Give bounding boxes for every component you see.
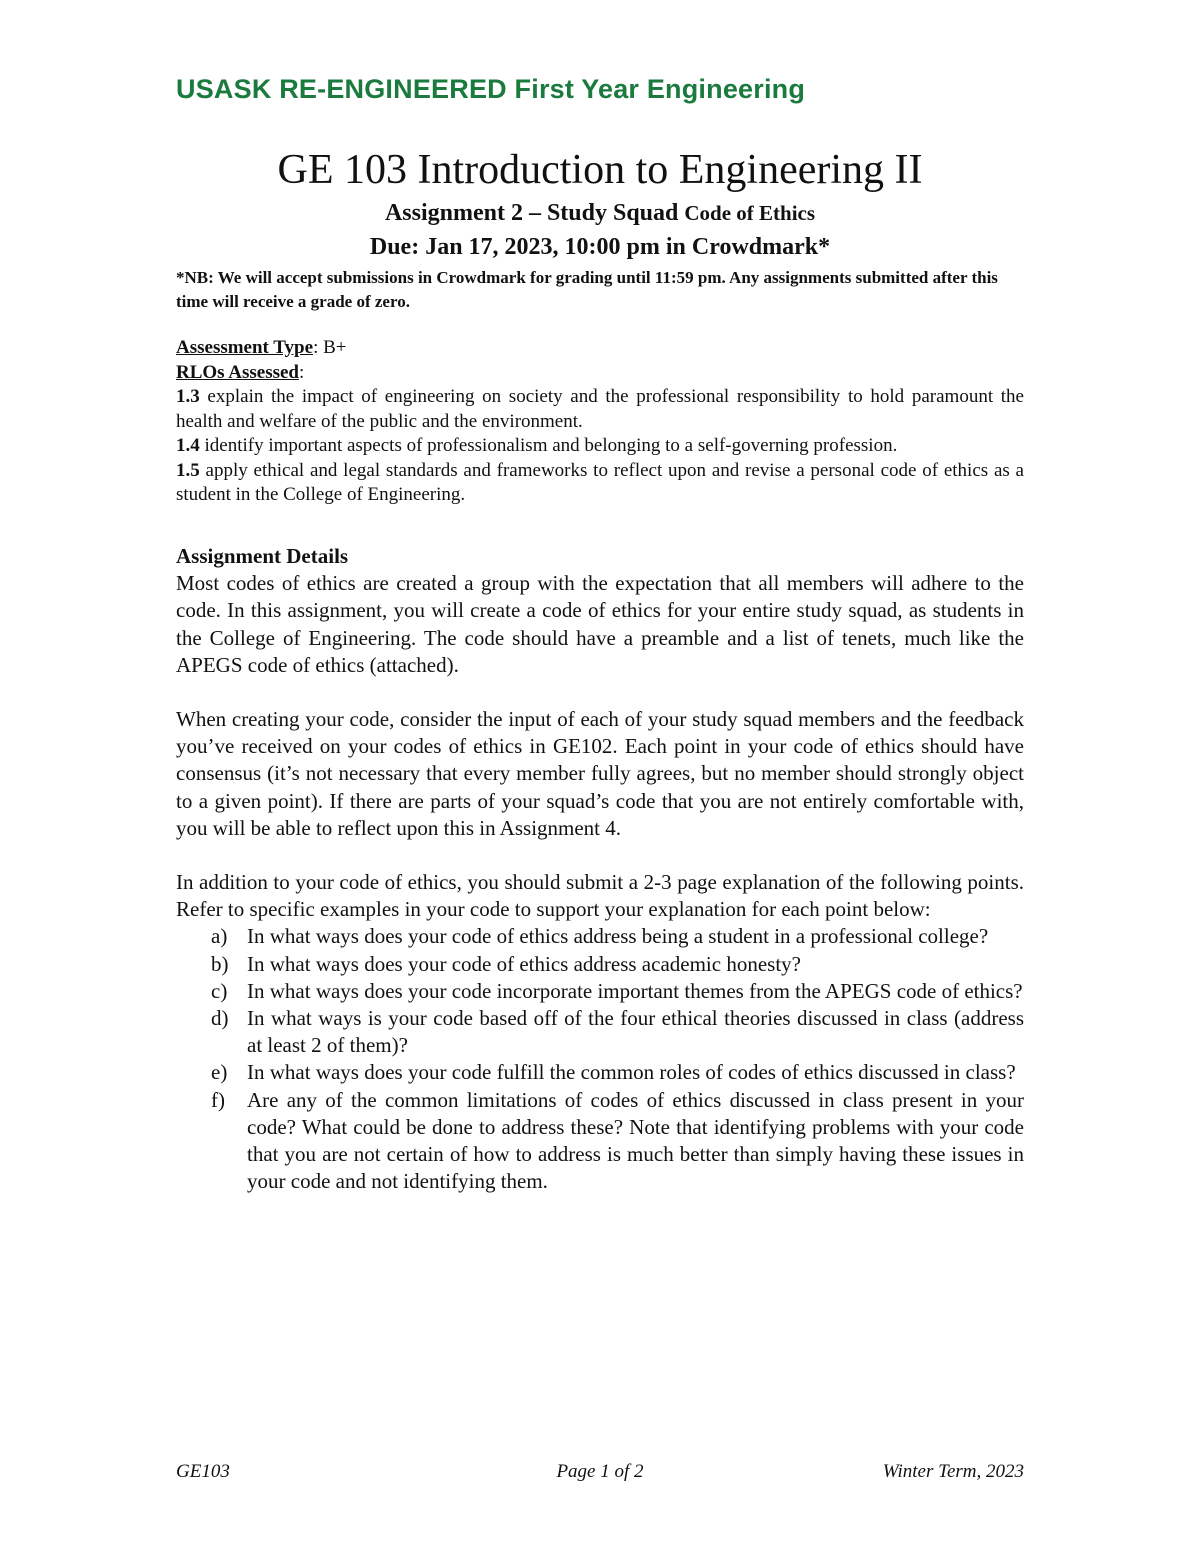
assessment-type xyxy=(176,336,1024,361)
assessment-type-value: : B+ xyxy=(313,337,347,358)
question-item: d) In what ways is your code based off of the four ethical theories discussed in class (address at least 2 of them)? xyxy=(211,1006,1024,1058)
assessment-type-label: Assessment Type xyxy=(176,337,314,358)
details-paragraph: Most codes of ethics are created a group with the expectation that all members will adhere to the code. In this assignment, you will create a code of ethics for your entire study squad, as students in the College of Engineering. The code should have a preamble and a list of tenets, much like the APEGS code of ethics (attached). xyxy=(176,571,1024,677)
rlos-label: RLOs Assessed xyxy=(176,361,299,383)
details-paragraph: In addition to your code of ethics, you should submit a 2-3 page explanation of the following points. Refer to specific examples in your code to support your explanation for each point below: xyxy=(176,870,1024,922)
question-item: b) In what ways does your code of ethics address academic honesty? xyxy=(211,951,801,976)
footer-term: Winter Term, 2023 xyxy=(882,1461,1024,1482)
details-paragraph: When creating your code, consider the input of each of your study squad members and the feedback you’ve received on your codes of ethics in GE102. Each point in your code of ethics should have consensus (it’s not necessary that every member fully agrees, but no member should strongly object to a given point). If there are parts of your squad’s code that you are not entirely comfortable with, you will be able to reflect upon this in Assignment 4. xyxy=(176,707,1024,840)
question-item: e) In what ways does your code fulfill the common roles of codes of ethics discussed in class? xyxy=(211,1060,1016,1085)
late-policy-note: *NB: We will accept submissions in Crowdmark for grading until 11:59 pm. Any assignments submitted after this time will receive a grade of zero. xyxy=(176,268,998,311)
footer-course: GE103 xyxy=(176,1461,230,1482)
question-item: c) In what ways does your code incorporate important themes from the APEGS code of ethics? xyxy=(211,978,1023,1003)
org-header: USASK RE-ENGINEERED First Year Engineering xyxy=(176,74,806,104)
due-date: Due: Jan 17, 2023, 10:00 pm in Crowdmark* xyxy=(369,234,831,260)
rlo-item: 1.5 apply ethical and legal standards and frameworks to reflect upon and revise a personal code of ethics as a student in the College of Engineering. xyxy=(176,459,1024,505)
rlo-item: 1.3 explain the impact of engineering on society and the professional responsibility to hold paramount the health and welfare of the public and the environment. xyxy=(176,386,1024,432)
rlo-item: 1.4 identify important aspects of professionalism and belonging to a self-governing profession. xyxy=(176,435,898,456)
question-list xyxy=(176,923,1024,1195)
course-title: GE 103 Introduction to Engineering II xyxy=(277,147,923,193)
details-heading: Assignment Details xyxy=(176,544,349,568)
rlos-heading: RLOs Assessed: xyxy=(176,361,305,383)
question-item: a) In what ways does your code of ethics address being a student in a professional college? xyxy=(211,924,989,949)
assessment-section xyxy=(176,336,1024,508)
assignment-title-main: Assignment 2 – Study Squad xyxy=(384,200,685,226)
assignment-details-section xyxy=(176,543,1024,1195)
assignment-title xyxy=(0,200,1200,227)
footer-page-number: Page 1 of 2 xyxy=(556,1461,644,1482)
question-item: f) Are any of the common limitations of codes of ethics discussed in class present in your code? What could be done to address these? Note that identifying problems with your code that you are not certain of how to address is much better than simply having these issues in your code and not identifying them. xyxy=(211,1087,1024,1194)
assignment-title-tail: Code of Ethics xyxy=(684,201,816,225)
